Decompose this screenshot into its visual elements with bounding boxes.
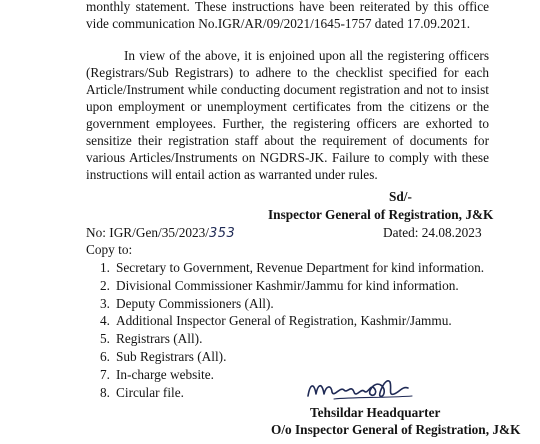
- paragraph-instructions: In view of the above, it is enjoined upon all the registering officers (Registrars/Sub Registrars) to adhere to the checklist specified for each Article/Instrument while conducting document registration and not to insist upon employment or unemployment certificates from the citizens or the government employees. Further, the registering officers are exhorted to sensitize their registration staff about the requirement of documents for various Articles/Instruments on NGDRS-JK. Failure to comply with these instructions will entail action as warranted under rules.: [86, 48, 489, 182]
- signatory-title: Tehsildar Headquarter: [310, 405, 441, 420]
- handwritten-signature: [304, 372, 416, 402]
- list-item: 2. Divisional Commissioner Kashmir/Jammu for kind information.: [100, 277, 459, 293]
- list-item: 6. Sub Registrars (All).: [100, 348, 227, 364]
- sd-mark: Sd/-: [389, 189, 412, 204]
- copy-to-heading: Copy to:: [86, 242, 133, 257]
- copy-to-list: [100, 259, 484, 401]
- paragraph-continuation: monthly statement. These instructions have been reiterated by this office vide communication No.IGR/AR/09/2021/1645-1757 dated 17.09.2021.: [86, 0, 489, 31]
- order-number-handwritten: 353: [209, 226, 236, 241]
- list-item: 4. Additional Inspector General of Registration, Kashmir/Jammu.: [100, 313, 452, 329]
- list-item: 1. Secretary to Government, Revenue Department for kind information.: [100, 260, 485, 275]
- list-item: 7. In-charge website.: [100, 366, 214, 382]
- issue-date: Dated: 24.08.2023: [383, 225, 482, 240]
- order-number: [86, 224, 235, 242]
- issuer-designation: Inspector General of Registration, J&K: [268, 207, 494, 222]
- list-item: 3. Deputy Commissioners (All).: [100, 295, 274, 311]
- list-item: 5. Registrars (All).: [100, 331, 203, 347]
- order-number-prefix: No: IGR/Gen/35/2023/: [86, 225, 209, 240]
- list-item: 8. Circular file.: [100, 384, 184, 400]
- signatory-office: O/o Inspector General of Registration, J&K: [271, 422, 521, 437]
